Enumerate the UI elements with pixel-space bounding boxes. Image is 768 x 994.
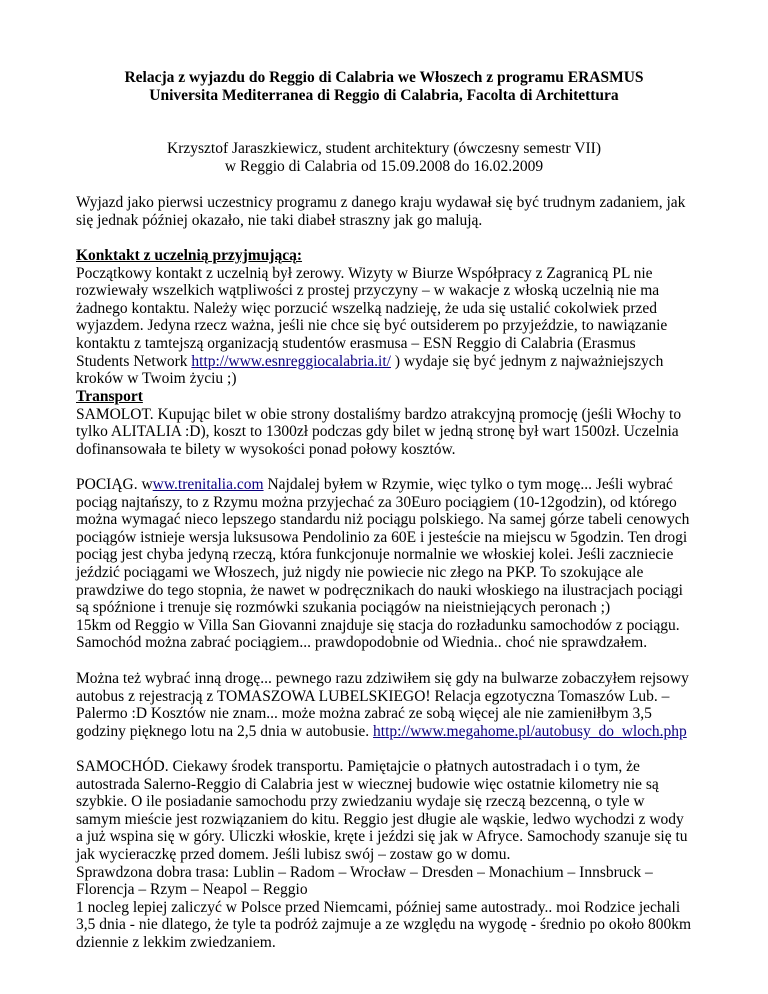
train-text: Najdalej byłem w Rzymie, więc tylko o tym mogę... Jeśli wybrać pociąg najtańszy, to z Rzymu można przyjechać za 30Euro pociągiem (10-12godzin), od którego można wymagać nieco lepszego standardu niż pociągu polskiego. Na samej górze tabeli cenowych pociągów istnieje wersja luksusowa Pendolinio za 60E i jesteście na miejscu w 5godzin. Ten drogi pociąg jest chyba jedyną rzeczą, która funkcjonuje normalnie we włoskiej kolei. Jeśli zaczniecie jeździć pociągami we Włoszech, już nigdy nie powiecie nic złego na PKP. To szokujące ale prawdziwe do tego stopnia, że nawet w podręcznikach do nauki włoskiego na ilustracjach pociągi są spóźnione i trenuje się rozmówki szukania pociągów na nieistniejących peronach ;) [76,476,690,617]
bus-text: Można też wybrać inną drogę... pewnego razu zdziwiłem się gdy na bulwarze zobaczyłem rejsowy autobus z rejestracją z TOMASZOWA LUBELSKIEGO! Relacja egzotyczna Tomaszów Lub. – Palermo :D Kosztów nie znam... może można zabrać ze sobą więcej ale nie zamieniłbym 3,5 godziny pięknego lotu na 2,5 dnia w autobusie. [76,670,689,740]
contact-text: Początkowy kontakt z uczelnią był zerowy. Wizyty w Biurze Współpracy z Zagranicą PL nie rozwiewały wszelkich wątpliwości z prostej przyczyny – w wakacje z włoską uczelnią nie ma żadnego kontaktu. Należy więc porzucić wszelką nadzieję, że uda się ustalić cokolwiek przed wyjazdem. Jedyna rzecz ważna, jeśli nie chce się być outsiderem po przyjeździe, to nawiązanie kontaktu z tamtejszą organizacją studentów erasmusa – ESN Reggio di Calabria (Erasmus Students Network [76,264,668,370]
car-section [76,758,692,952]
contact-text-end: ) wydaje się być jednym z najważniejszych kroków w Twoim życiu ;) [76,352,664,388]
transport-heading: Transport [76,388,143,405]
esn-link[interactable]: http://www.esnreggiocalabria.it/ [191,352,391,370]
document-title [76,69,692,104]
author-info [76,140,692,175]
train-paragraph [76,476,692,617]
author-line-1: Krzysztof Jaraszkiewicz, student architektury (ówczesny semestr VII) [167,140,601,157]
car-night: 1 nocleg lepiej zaliczyć w Polsce przed Niemcami, później same autostrady.. moi Rodzice jechali 3,5 dnia - nie dlatego, że tyle ta podróż zajmuje a ze względu na wygodę - średnio po około 800km dziennie z lekkim zwiedzaniem. [76,898,692,951]
train-paragraph-2: 15km od Reggio w Villa San Giovanni znajduje się stacja do rozładunku samochodów z pociągu. Samochód można zabrać pociągiem... prawdopodobnie od Wiednia.. choć nie sprawdzałem. [76,616,680,652]
title-line-2: Universita Mediterranea di Reggio di Calabria, Facolta di Architettura [149,86,619,104]
bus-section [76,670,692,740]
trenitalia-link[interactable]: ww.trenitalia.com [152,476,264,493]
bus-paragraph [76,670,692,740]
contact-heading: Konktakt z uczelnią przyjmującą: [76,247,303,264]
transport-section [76,388,692,458]
title-line-1: Relacja z wyjazdu do Reggio di Calabria we Włoszech z programu ERASMUS [124,69,644,86]
plane-paragraph: SAMOLOT. Kupując bilet w obie strony dostaliśmy bardzo atrakcyjną promocję (jeśli Włochy to tylko ALITALIA :D), koszt to 1300zł podczas gdy bilet w jedną stronę był wart 1500zł. Uczelnia dofinansowała te bilety w wysokości ponad połowy kosztów. [76,405,682,458]
intro-paragraph: Wyjazd jako pierwsi uczestnicy programu z danego kraju wydawał się być trudnym zadaniem, jak się jednak później okazało, nie taki diabeł straszny jak go malują. [76,194,686,229]
car-route: Sprawdzona dobra trasa: Lublin – Radom – Wrocław – Dresden – Monachium – Innsbruck – Florencja – Rzym – Neapol – Reggio [76,863,653,899]
contact-paragraph [76,265,692,388]
author-line-2: w Reggio di Calabria od 15.09.2008 do 16.02.2009 [224,157,544,175]
contact-section [76,247,692,388]
megahome-link[interactable]: http://www.megahome.pl/autobusy_do_wloch.php [373,722,687,740]
train-prefix: POCIĄG. w [76,476,153,493]
train-section [76,476,692,652]
car-paragraph: SAMOCHÓD. Ciekawy środek transportu. Pamiętajcie o płatnych autostradach i o tym, że autostrada Salerno-Reggio di Calabria jest w wiecznej budowie więc ostatnie kilometry nie są szybkie. O ile posiadanie samochodu przy zwiedzaniu wydaje się rzeczą bezcenną, o tyle w samym mieście jest rozwiązaniem do kitu. Reggio jest długie ale wąskie, ledwo wychodzi z wody a już wspina się w góry. Uliczki włoskie, kręte i jeździ się jak w Afryce. Samochody szanuje się tu jak wycieraczkę przed domem. Jeśli lubisz swój – zostaw go w domu. [76,758,688,863]
